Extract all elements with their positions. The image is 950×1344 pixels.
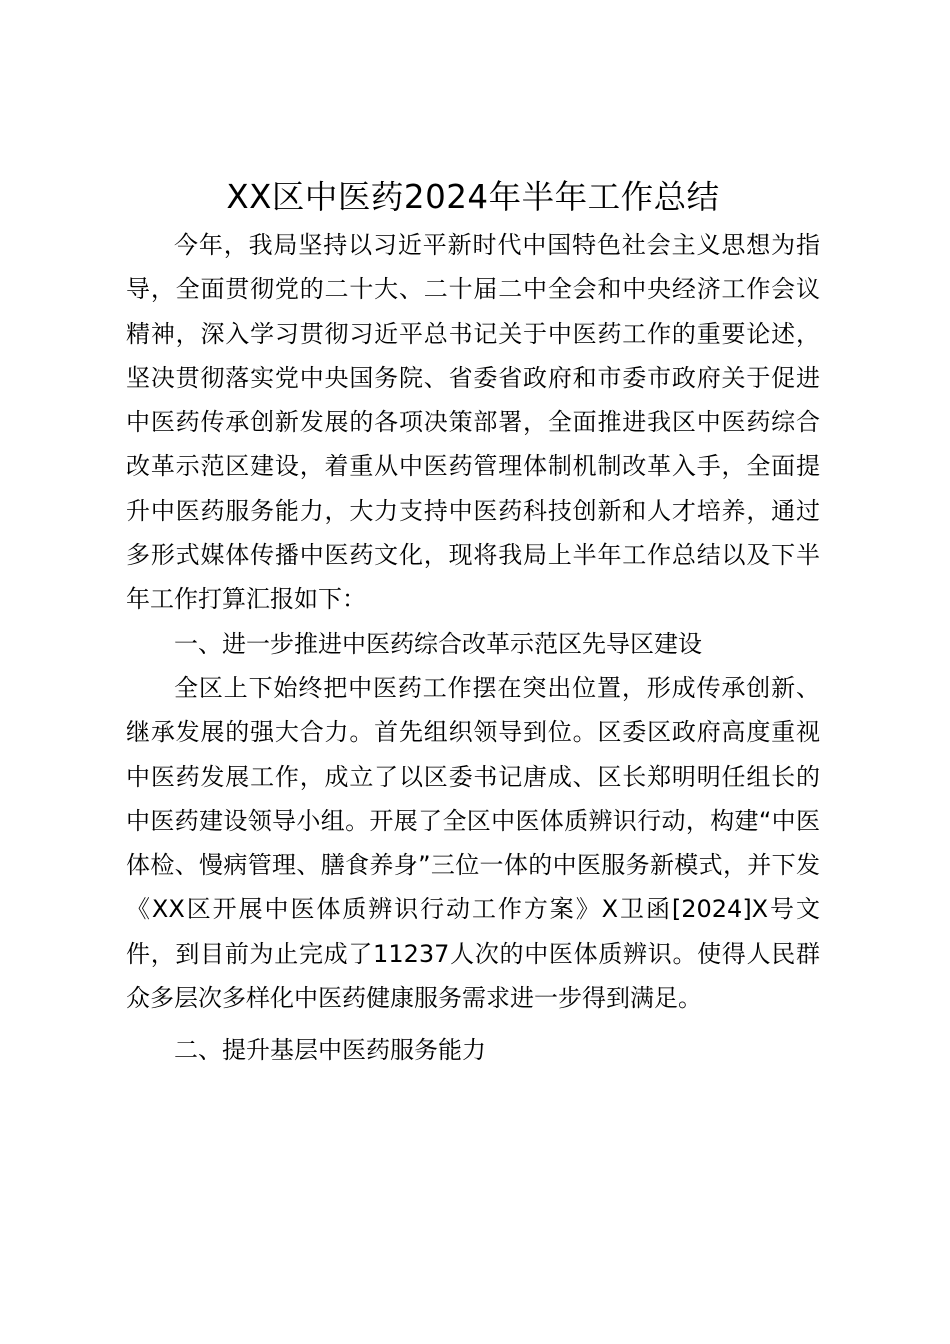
document-page bbox=[126, 171, 820, 1073]
section-1-heading: 一、进一步推进中医药综合改革示范区先导区建设 bbox=[174, 629, 702, 658]
document-title: XX区中医药2024年半年工作总结 bbox=[226, 178, 720, 216]
intro-paragraph: 今年，我局坚持以习近平新时代中国特色社会主义思想为指导，全面贯彻党的二十大、二十届二中全会和中央经济工作会议精神，深入学习贯彻习近平总书记关于中医药工作的重要论述，坚决贯彻落实党中央国务院、省委省政府和市委市政府关于促进中医药传承创新发展的各项决策部署，全面推进我区中医药综合改革示范区建设，着重从中医药管理体制机制改革入手，全面提升中医药服务能力，大力支持中医药科技创新和人才培养，通过多形式媒体传播中医药文化，现将我局上半年工作总结以及下半年工作打算汇报如下： bbox=[126, 231, 820, 614]
section-1-paragraph: 全区上下始终把中医药工作摆在突出位置，形成传承创新、继承发展的强大合力。首先组织领导到位。区委区政府高度重视中医药发展工作，成立了以区委书记唐成、区长郑明明任组长的中医药建设领导小组。开展了全区中医体质辨识行动，构建“中医体检、慢病管理、膳食养身”三位一体的中医服务新模式，并下发《XX区开展中医体质辨识行动工作方案》X卫函[2024]X号文件，到目前为止完成了11237人次的中医体质辨识。使得人民群众多层次多样化中医药健康服务需求进一步得到满足。 bbox=[126, 673, 820, 1013]
section-2-heading: 二、提升基层中医药服务能力 bbox=[174, 1036, 486, 1065]
